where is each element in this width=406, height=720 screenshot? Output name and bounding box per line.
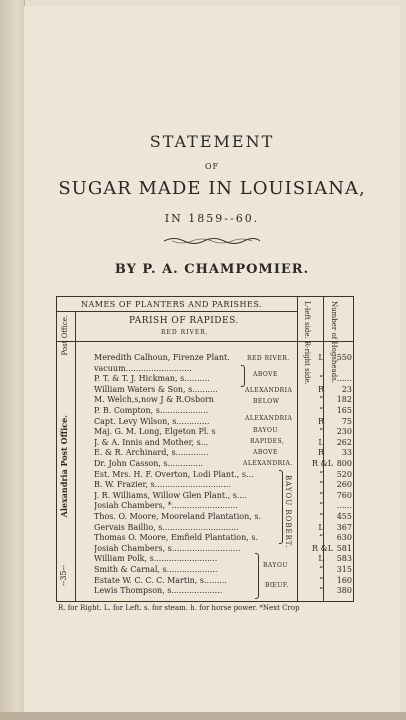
location-red-river: RED RIVER.: [247, 355, 290, 362]
hogsheads-cell: 380: [336, 586, 352, 596]
planter-name: B. W. Frazier, s..............................: [94, 480, 231, 490]
table-row: [94, 353, 351, 364]
post-office-header: Post Office.: [61, 315, 69, 356]
hogsheads-cell: ......: [336, 501, 352, 511]
location-boeuf: BŒUF.: [265, 582, 290, 589]
hogsheads-cell: 33: [341, 448, 352, 458]
author-line: BY P. A. CHAMPOMIER.: [114, 262, 310, 277]
planter-name: Est. Mrs. H. F. Overton, Lodi Plant., s...: [94, 469, 254, 479]
side-cell: R: [317, 416, 325, 426]
of-heading: OF: [204, 162, 220, 171]
table-row: [94, 438, 351, 449]
table-row: [94, 501, 351, 512]
hogsheads-cell: 455: [336, 512, 352, 521]
table-row: [94, 395, 351, 406]
location-rapides: RAPIDES,: [250, 438, 285, 445]
planter-name: Thomas O. Moore, Emfield Plantation, s.: [94, 533, 258, 543]
hogsheads-cell: 630: [336, 533, 352, 543]
hogsheads-cell: 520: [336, 469, 352, 479]
table-row: [94, 554, 351, 565]
side-cell: “: [318, 565, 324, 574]
hogsheads-cell: 160: [336, 575, 352, 585]
planter-name: vacuum..........................: [94, 363, 192, 373]
table-row: [94, 448, 351, 459]
planter-name: William Polk, s.........................: [94, 554, 218, 564]
location-above-1: ABOVE: [253, 371, 278, 378]
table-row: [94, 406, 351, 417]
hogsheads-cell: 367: [336, 522, 352, 532]
planter-name: Smith & Carnal, s....................: [94, 565, 218, 574]
hogsheads-cell: 262: [336, 437, 352, 447]
table-row: [94, 385, 351, 396]
table-row: [94, 417, 351, 428]
page-shadow: [0, 712, 406, 720]
planter-name: Dr. John Casson, s..............: [94, 459, 204, 468]
planter-name: Josiah Chambers, s...........................: [94, 543, 241, 553]
table-row: [94, 523, 351, 534]
side-cell: R: [317, 384, 325, 394]
hogsheads-cell: 315: [336, 565, 352, 574]
hogsheads-cell: 550: [336, 353, 352, 362]
side-cell: “: [318, 575, 324, 585]
planter-name: Lewis Thompson, s....................: [94, 586, 223, 596]
statement-heading: STATEMENT: [149, 132, 275, 151]
ornament-flourish: [162, 234, 262, 248]
hogsheads-cell: 760: [336, 490, 352, 500]
location-alexandria-2: ALEXANDRIA: [245, 415, 293, 422]
book-spine-edge: [0, 0, 25, 720]
hogsheads-cell: 182: [336, 395, 352, 405]
planter-name: M. Welch,s,now J & R.Osborn: [94, 395, 214, 405]
location-bayou-2: BAYOU: [263, 562, 288, 569]
planter-name: Gervais Baillio, s..............................: [94, 522, 239, 532]
table-row: [94, 565, 351, 576]
table-row: [94, 427, 351, 438]
hogsheads-cell: 583: [336, 554, 352, 564]
table-row: [94, 374, 351, 385]
planter-name: Meredith Calhoun, Firenze Plant.: [94, 353, 230, 362]
table-row: [94, 533, 351, 544]
hogsheads-cell: 230: [336, 427, 352, 437]
parish-title: PARISH OF RAPIDES.: [129, 316, 239, 326]
side-cell: “: [318, 480, 324, 490]
side-cell: “: [318, 501, 324, 511]
location-bayou: BAYOU: [253, 427, 278, 434]
hogsheads-cell: 165: [336, 406, 352, 415]
hogsheads-cell: ......: [336, 374, 352, 384]
hogsheads-cell: 260: [336, 480, 352, 490]
side-cell: R: [317, 448, 325, 458]
planter-name: J. & A. Innis and Mother, s...: [94, 437, 209, 447]
side-cell: “: [318, 533, 324, 543]
side-cell: “: [318, 586, 324, 596]
table-row: [94, 459, 351, 470]
planter-name: Thos. O. Moore, Mooreland Plantation, s.: [94, 512, 261, 521]
table-row: [94, 544, 351, 555]
planter-name: Estate W. C. C. C. Martin, s.........: [94, 575, 227, 585]
table-row: [94, 586, 351, 597]
side-cell: L: [318, 353, 324, 362]
location-bayou-robert: BAYOU ROBERT.: [284, 475, 292, 549]
side-cell: “: [318, 512, 324, 521]
hogsheads-cell: 23: [341, 384, 352, 394]
planter-name: E. & R. Archinard, s.............: [94, 448, 209, 458]
planter-name: Capt. Levy Wilson, s.............: [94, 416, 210, 426]
planter-name: P. B. Compton, s...................: [94, 406, 209, 415]
table-row: [94, 470, 351, 481]
side-cell: “: [318, 427, 324, 437]
hogsheads-cell: 75: [341, 416, 352, 426]
side-cell: “: [318, 374, 324, 384]
document-title: SUGAR MADE IN LOUISIANA,: [58, 178, 366, 199]
side-header: L-left side. R-right side.: [303, 301, 311, 385]
table-row: [94, 491, 351, 502]
location-above-2: ABOVE: [253, 449, 278, 456]
location-alexandria-1: ALEXANDRIA: [245, 387, 293, 394]
hogsheads-cell: 800: [336, 459, 352, 468]
planter-name: P. T. & T. J. Hickman, s..........: [94, 374, 210, 384]
hogsheads-header: Number of Hogsheads.: [330, 301, 338, 384]
planter-name: Maj. G. M. Long, Elgeton Pl. s: [94, 427, 216, 437]
side-cell: L: [318, 554, 324, 564]
hogsheads-cell: 581: [336, 543, 352, 553]
table-row: [94, 576, 351, 587]
planter-name: Josiah Chambers, *..........................: [94, 501, 238, 511]
parish-subtitle: RED RIVER.: [161, 329, 209, 336]
side-cell: “: [318, 406, 324, 415]
sugar-table: [56, 296, 354, 602]
planter-name: William Waters & Son, s..........: [94, 384, 218, 394]
table-row: [94, 480, 351, 491]
planter-name: J. R. Williams, Willow Glen Plant., s....: [94, 490, 247, 500]
side-cell: “: [318, 395, 324, 405]
location-alexandria-3: ALEXANDRIA.: [243, 460, 293, 467]
side-cell: R &L: [312, 459, 333, 468]
side-cell: “: [318, 469, 324, 479]
side-cell: L: [318, 437, 324, 447]
table-row: [94, 512, 351, 523]
legend-footnote: R. for Right. L. for Left. s. for steam. h. for horse power. *Next Crop: [58, 604, 300, 612]
names-header: NAMES OF PLANTERS AND PARISHES.: [81, 300, 263, 309]
post-office-name: Alexandria Post Office.: [59, 415, 69, 518]
document-page: [24, 6, 400, 712]
side-cell: R &L: [312, 543, 333, 553]
location-below: BELOW: [253, 398, 280, 405]
table-row: [94, 364, 351, 375]
side-cell: “: [318, 490, 324, 500]
page-number: --35--: [59, 565, 68, 586]
year-heading: IN 1859--60.: [164, 212, 260, 225]
side-cell: L: [318, 522, 324, 532]
